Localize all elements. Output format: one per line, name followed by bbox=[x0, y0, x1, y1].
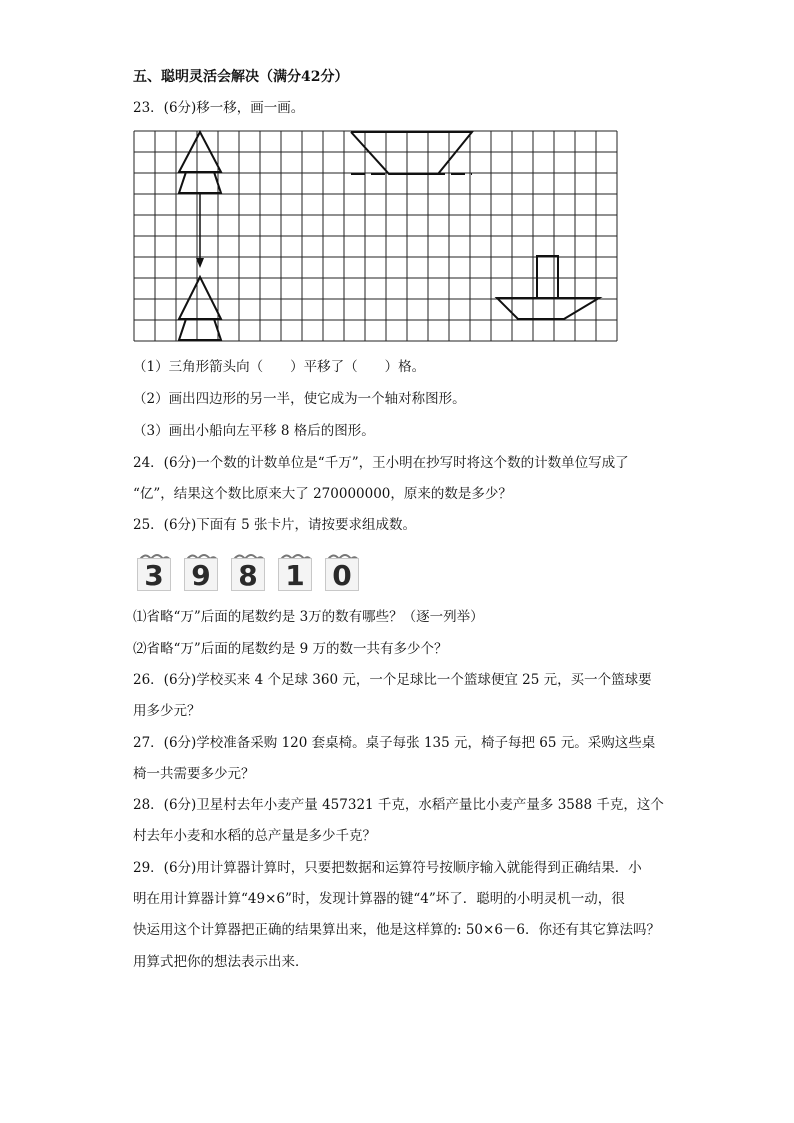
q25-sub1: ⑴省略“万”后面的尾数约是 3万的数有哪些？（逐一列举） bbox=[133, 609, 484, 625]
number-cards bbox=[137, 548, 367, 594]
q24-line1: 24．(6分)一个数的计数单位是“千万”，王小明在抄写时将这个数的计数单位写成了 bbox=[133, 455, 629, 471]
q29-line3: 快运用这个计算器把正确的结果算出来，他是这样算的: 50×6－6．你还有其它算法吗？ bbox=[133, 922, 661, 938]
bottom-arrow-lower-triangle bbox=[179, 319, 221, 340]
q27-line1: 27．(6分)学校准备采购 120 套桌椅。桌子每张 135 元，椅子每把 65 元。采购这些桌 bbox=[133, 735, 656, 751]
number-card: 8 bbox=[231, 558, 265, 591]
q25-prompt: 25．(6分)下面有 5 张卡片，请按要求组成数。 bbox=[133, 517, 416, 533]
quadrilateral-half bbox=[351, 132, 472, 174]
boat-mast bbox=[537, 256, 558, 298]
top-arrow-lower-triangle bbox=[179, 172, 221, 193]
translation-grid-figure bbox=[133, 130, 628, 342]
q26-line1: 26．(6分)学校买来 4 个足球 360 元，一个足球比一个篮球便宜 25 元，买一个篮球要 bbox=[133, 672, 652, 688]
q29-line1: 29．(6分)用计算器计算时，只要把数据和运算符号按顺序输入就能得到正确结果．小 bbox=[133, 860, 642, 876]
q24-line2: “亿”，结果这个数比原来大了 270000000，原来的数是多少？ bbox=[133, 486, 512, 502]
bottom-arrow-upper-triangle bbox=[179, 277, 221, 319]
number-card: 0 bbox=[325, 558, 359, 591]
number-card: 1 bbox=[278, 558, 312, 591]
q23-sub3: （3）画出小船向左平移 8 格后的图形。 bbox=[133, 423, 375, 439]
number-card: 3 bbox=[137, 558, 171, 591]
section-title: 五、聪明灵活会解决（满分42分） bbox=[133, 69, 349, 85]
q23-sub1: （1）三角形箭头向（ ）平移了（ ）格。 bbox=[133, 359, 426, 375]
q29-line4: 用算式把你的想法表示出来． bbox=[133, 954, 309, 970]
q25-sub2: ⑵省略“万”后面的尾数约是 9 万的数一共有多少个？ bbox=[133, 641, 448, 657]
q23-prompt: 23．(6分)移一移，画一画。 bbox=[133, 100, 305, 116]
q23-sub2: （2）画出四边形的另一半，使它成为一个轴对称图形。 bbox=[133, 391, 466, 407]
number-card: 9 bbox=[184, 558, 218, 591]
q28-line2: 村去年小麦和水稻的总产量是多少千克？ bbox=[133, 828, 376, 844]
q28-line1: 28．(6分)卫星村去年小麦产量 457321 千克，水稻产量比小麦产量多 3588 千克，这个 bbox=[133, 797, 664, 813]
q27-line2: 椅一共需要多少元？ bbox=[133, 766, 255, 782]
q26-line2: 用多少元？ bbox=[133, 703, 201, 719]
q29-line2: 明在用计算器计算“49×6”时，发现计算器的键“4”坏了．聪明的小明灵机一动，很 bbox=[133, 891, 625, 907]
